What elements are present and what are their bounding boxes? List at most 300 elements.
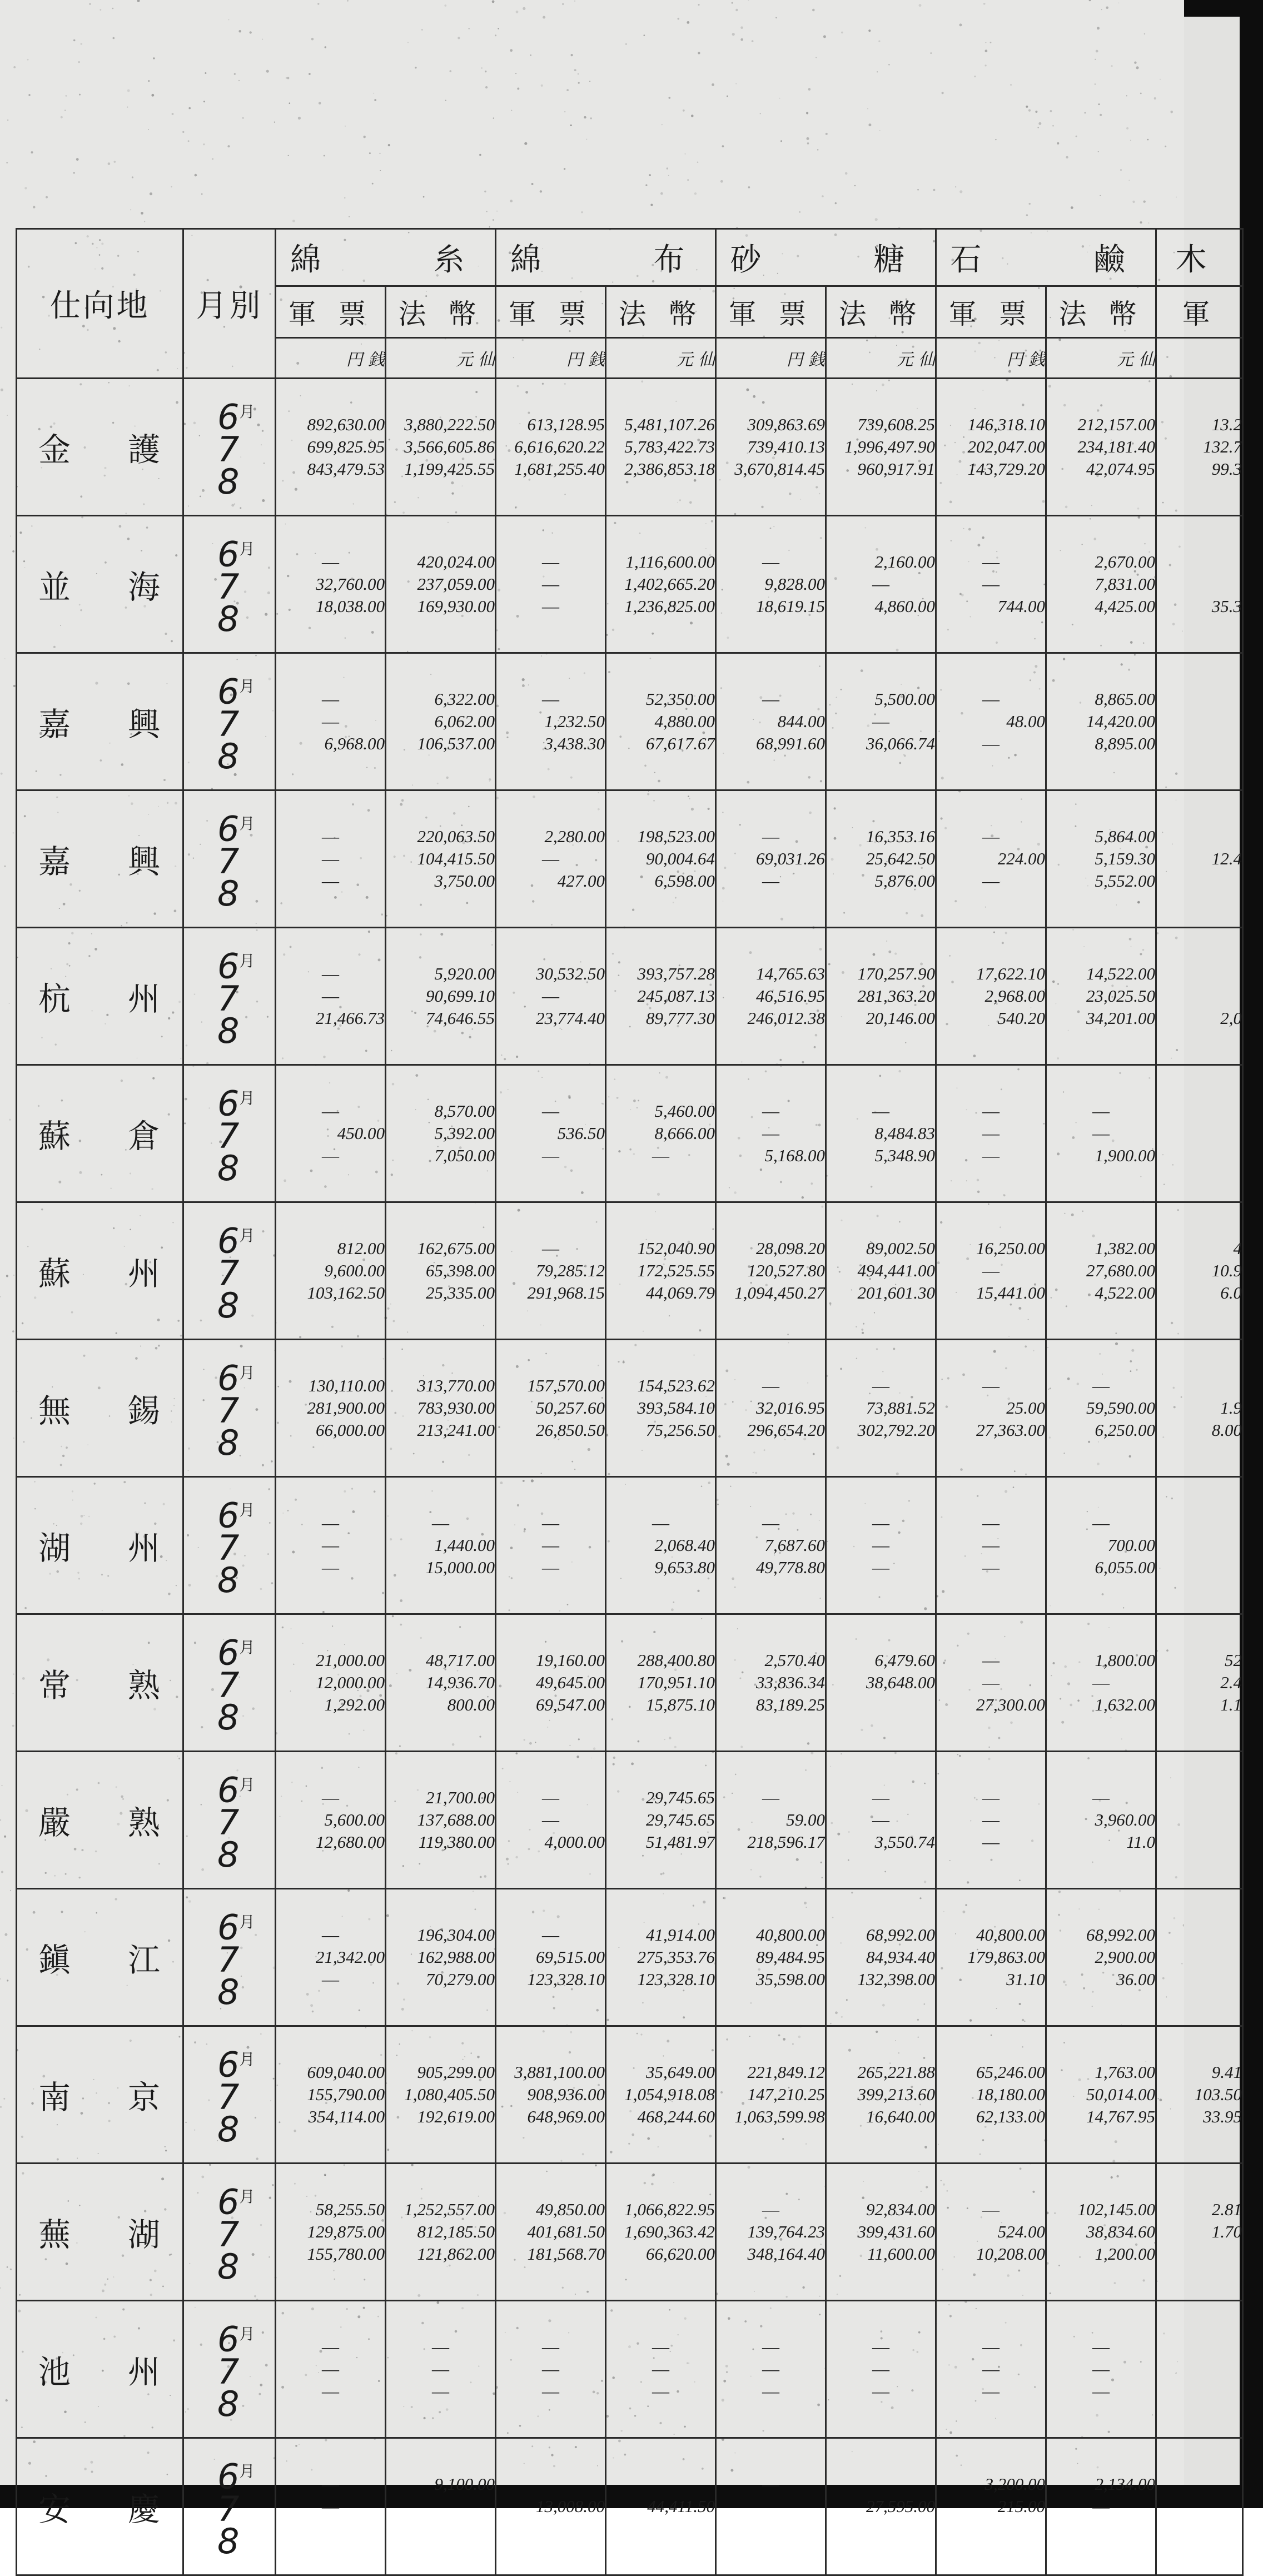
value-entry: 427.00 [557, 871, 605, 891]
month-number: 7 [217, 1802, 240, 1843]
month-mark: 月 [239, 2325, 255, 2344]
value-entry: 42,074.95 [1086, 459, 1155, 479]
value-entry [1157, 1787, 1242, 1809]
value-entry: 26,850.50 [536, 1420, 605, 1440]
table-row [17, 516, 1243, 653]
value-entry: 44,411.50 [647, 2497, 715, 2516]
value-entry: — [542, 2359, 559, 2379]
destination-char: 蘇 [38, 1117, 71, 1155]
value-entry: — [982, 1261, 1000, 1280]
value-entry: — [652, 2381, 669, 2401]
unit-label [936, 338, 1046, 379]
value-entry: 613,128.95 [527, 415, 605, 434]
group-header: 綿 布 [496, 229, 716, 286]
destination-cell [17, 2164, 183, 2301]
value-entry: 10.9 [1211, 1261, 1242, 1280]
value-entry: 744.00 [997, 596, 1045, 616]
month-number: 7 [217, 841, 240, 882]
value-entry: 5,460.00 [654, 1101, 715, 1121]
value-entry: 18,038.00 [316, 596, 385, 616]
value-entry: 196,304.00 [417, 1925, 495, 1945]
month-number: 7 [217, 2076, 240, 2117]
table-row [17, 2438, 1243, 2575]
value-entry [1157, 1512, 1242, 1534]
value-entry: 296,654.20 [747, 1420, 825, 1440]
value-entry: 3,960.00 [1095, 1810, 1155, 1829]
table-row [17, 2301, 1243, 2438]
value-entry: — [1092, 2497, 1110, 2516]
value-cell [936, 1752, 1046, 1889]
month-number: 8 [217, 1285, 240, 1326]
value-entry: — [322, 986, 339, 1006]
value-entry: 1,402,665.20 [624, 574, 715, 594]
value-entry: 16,353.16 [866, 827, 935, 846]
value-entry: 1,200.00 [1095, 2244, 1155, 2264]
destination-char: 州 [127, 1529, 160, 1567]
value-entry: — [542, 689, 559, 709]
value-entry: 17,622.10 [976, 964, 1045, 983]
value-entry: 84,934.40 [866, 1947, 935, 1967]
value-entry: — [872, 574, 889, 594]
value-entry: 27,300.00 [976, 1695, 1045, 1714]
value-entry: 23,774.40 [536, 1008, 605, 1028]
value-cell [496, 928, 606, 1065]
month-label [184, 1559, 275, 1600]
month-number: 6 [217, 396, 240, 437]
destination-char: 湖 [127, 2216, 160, 2254]
value-entry [1157, 733, 1242, 755]
value-entry: 3,880,222.50 [404, 415, 495, 434]
value-entry: 162,675.00 [417, 1239, 495, 1258]
value-entry: 393,584.10 [637, 1398, 715, 1418]
value-entry: 8,895.00 [1095, 734, 1155, 753]
value-entry: 2,068.40 [654, 1535, 715, 1555]
value-entry: — [542, 552, 559, 571]
value-entry: 309,863.69 [747, 415, 825, 434]
unit-text: 元 仙 [456, 350, 495, 370]
value-entry: 25.00 [1006, 1398, 1045, 1418]
value-entry: 99.3 [1211, 459, 1242, 479]
value-entry: 9,600.00 [324, 1261, 385, 1280]
destination-char: 興 [127, 843, 160, 881]
value-entry: 36.00 [1116, 1970, 1155, 1989]
value-entry: — [542, 1810, 559, 1829]
value-entry: — [652, 1513, 669, 1533]
value-cell [496, 1340, 606, 1477]
unit-text: 元 仙 [676, 350, 715, 370]
value-entry: 73,881.52 [866, 1398, 935, 1418]
value-cell [496, 2438, 606, 2575]
value-entry [1157, 1946, 1242, 1968]
destination-char: 蘇 [38, 1255, 71, 1292]
value-cell [826, 1477, 936, 1614]
value-entry: 21,466.73 [316, 1008, 385, 1028]
value-cell [386, 790, 496, 928]
value-cell [826, 1614, 936, 1752]
value-cell [386, 2438, 496, 2575]
value-entry: 6.0 [1220, 1283, 1242, 1302]
value-entry: — [872, 1376, 889, 1395]
value-cell [386, 1889, 496, 2026]
value-entry: 9,100.00 [434, 2474, 495, 2494]
value-entry: 2,386,853.18 [624, 459, 715, 479]
unit-label [1156, 338, 1243, 379]
value-entry: — [762, 1123, 779, 1143]
value-entry: 1,996,497.90 [844, 437, 935, 456]
value-cell [606, 653, 716, 790]
destination-cell [17, 1202, 183, 1340]
value-entry: — [322, 1101, 339, 1121]
destination-char: 無 [38, 1392, 71, 1430]
value-entry: 89,484.95 [756, 1947, 825, 1967]
month-label [184, 1769, 275, 1811]
month-label [184, 1082, 275, 1124]
value-entry: 237,059.00 [417, 574, 495, 594]
value-entry: 6,479.60 [874, 1650, 935, 1670]
value-entry: 2,968.00 [984, 986, 1045, 1006]
month-label [184, 873, 275, 914]
value-entry: — [322, 1513, 339, 1533]
value-entry: 905,299.00 [417, 2062, 495, 2082]
value-entry: 1,236,825.00 [624, 596, 715, 616]
value-entry: — [322, 552, 339, 571]
month-number: 6 [217, 2044, 240, 2085]
unit-text: 円 銭 [1006, 350, 1045, 370]
value-entry: 192,619.00 [417, 2107, 495, 2126]
value-cell [386, 1614, 496, 1752]
value-entry: 224.00 [997, 849, 1045, 868]
value-entry: 132,398.00 [857, 1970, 935, 1989]
month-cell [183, 2026, 276, 2164]
value-entry: 48.00 [1006, 712, 1045, 731]
unit-text: 元 仙 [896, 350, 935, 370]
value-entry: 524.00 [997, 2222, 1045, 2241]
month-number: 6 [217, 2319, 240, 2360]
value-entry: — [982, 574, 1000, 594]
value-entry: 90,699.10 [426, 986, 495, 1006]
value-entry: 1,440.00 [434, 1535, 495, 1555]
destination-cell [17, 516, 183, 653]
value-entry: 5,600.00 [324, 1810, 385, 1829]
value-entry [1157, 2473, 1242, 2495]
value-entry: 221,849.12 [747, 2062, 825, 2082]
value-entry: 181,568.70 [527, 2244, 605, 2264]
value-entry: 8,666.00 [654, 1123, 715, 1143]
value-entry: 9,653.80 [654, 1558, 715, 1577]
value-cell [606, 2301, 716, 2438]
value-entry [1157, 1122, 1242, 1145]
value-cell [276, 2301, 386, 2438]
value-cell [826, 928, 936, 1065]
value-entry: 89,777.30 [646, 1008, 715, 1028]
month-number: 7 [217, 1115, 240, 1156]
value-entry: 36,066.74 [866, 734, 935, 753]
value-entry: — [982, 827, 1000, 846]
value-entry: — [542, 2381, 559, 2401]
value-entry: 137,688.00 [417, 1810, 495, 1829]
month-number: 8 [217, 1697, 240, 1738]
value-cell [936, 2438, 1046, 2575]
value-cell [1046, 1614, 1156, 1752]
destination-cell [17, 790, 183, 928]
month-number: 8 [217, 1422, 240, 1463]
value-entry: 102,145.00 [1077, 2200, 1155, 2219]
value-entry: 103.50 [1194, 2085, 1242, 2104]
value-entry: 843,479.53 [307, 459, 385, 479]
value-cell [716, 653, 826, 790]
value-entry: 35.3 [1211, 596, 1242, 616]
destination-char: 京 [127, 2078, 160, 2116]
value-entry: 33.95 [1203, 2107, 1242, 2126]
value-entry: — [982, 689, 1000, 709]
currency-header: 法 幣 [386, 286, 496, 338]
value-cell [716, 2026, 826, 2164]
value-entry: 8,484.83 [874, 1123, 935, 1143]
value-entry: 1.1 [1220, 1695, 1242, 1714]
value-cell [936, 2026, 1046, 2164]
value-cell [936, 2301, 1046, 2438]
destination-char: 海 [127, 568, 160, 606]
table-row [17, 2164, 1243, 2301]
value-entry: — [1092, 1376, 1110, 1395]
month-label [184, 1494, 275, 1536]
value-cell [716, 790, 826, 928]
value-entry: 960,917.91 [857, 459, 935, 479]
month-number: 6 [217, 2181, 240, 2222]
value-entry: 27,595.00 [866, 2497, 935, 2516]
currency-header: 法 幣 [826, 286, 936, 338]
value-entry: 201,601.30 [857, 1283, 935, 1302]
value-entry: 215.00 [997, 2497, 1045, 2516]
month-number: 7 [217, 2488, 240, 2529]
value-entry [1157, 1831, 1242, 1853]
value-entry: 494,441.00 [857, 1261, 935, 1280]
value-cell [936, 653, 1046, 790]
value-entry: — [542, 1788, 559, 1807]
value-entry: — [872, 1535, 889, 1555]
value-cell [386, 1202, 496, 1340]
destination-char: 鎭 [38, 1941, 71, 1979]
month-number: 6 [217, 1769, 240, 1811]
value-entry: 46,516.95 [756, 986, 825, 1006]
value-entry: 52 [1225, 1650, 1242, 1670]
value-cell [1156, 2301, 1243, 2438]
month-cell [183, 1889, 276, 2026]
value-entry: — [652, 1146, 669, 1165]
value-entry: — [872, 712, 889, 731]
value-entry: 69,515.00 [536, 1947, 605, 1967]
value-entry: 739,410.13 [747, 437, 825, 456]
value-entry [496, 2473, 605, 2495]
value-cell [1046, 1340, 1156, 1477]
value-cell [276, 2026, 386, 2164]
value-entry [1157, 2495, 1242, 2518]
currency-header: 軍 票 [936, 286, 1046, 338]
month-cell [183, 2438, 276, 2575]
value-entry: 33,836.34 [756, 1673, 825, 1692]
value-entry: 4,425.00 [1095, 596, 1155, 616]
value-cell [496, 790, 606, 928]
value-entry: 4,880.00 [654, 712, 715, 731]
destination-cell [17, 1340, 183, 1477]
value-cell [1156, 1202, 1243, 1340]
value-entry: 3,566,605.86 [404, 437, 495, 456]
value-entry [1157, 1100, 1242, 1122]
value-entry [496, 2518, 605, 2540]
value-entry: 536.50 [557, 1123, 605, 1143]
table-row [17, 1614, 1243, 1752]
value-entry: 169,930.00 [417, 596, 495, 616]
value-entry: — [322, 2497, 339, 2516]
value-entry: — [762, 871, 779, 891]
month-number: 8 [217, 2246, 240, 2287]
month-label [184, 945, 275, 987]
value-entry: 2,670.00 [1095, 552, 1155, 571]
destination-cell [17, 379, 183, 516]
unit-label [826, 338, 936, 379]
value-entry [937, 2518, 1045, 2540]
value-entry: 892,630.00 [307, 415, 385, 434]
value-entry: — [542, 1101, 559, 1121]
value-cell [936, 516, 1046, 653]
value-cell [496, 653, 606, 790]
value-entry: 313,770.00 [417, 1376, 495, 1395]
value-cell [606, 1202, 716, 1340]
value-entry [1157, 551, 1242, 573]
value-entry: 121,862.00 [417, 2244, 495, 2264]
value-entry: 13,008.00 [536, 2497, 605, 2516]
destination-header: 仕向地 [17, 229, 183, 379]
value-cell [386, 2164, 496, 2301]
month-number: 7 [217, 2214, 240, 2255]
value-entry: 8,570.00 [434, 1101, 495, 1121]
value-entry: 3,670,814.45 [734, 459, 825, 479]
month-label [184, 1220, 275, 1261]
month-number: 7 [217, 978, 240, 1019]
currency-header: 法 幣 [606, 286, 716, 338]
value-cell [1046, 928, 1156, 1065]
month-number: 6 [217, 1632, 240, 1673]
value-cell [386, 653, 496, 790]
group-header: 砂 糖 [716, 229, 936, 286]
value-entry: 92,834.00 [866, 2200, 935, 2219]
value-entry: 5,481,107.26 [624, 415, 715, 434]
month-number: 7 [217, 1939, 240, 1980]
value-entry: 25,642.50 [866, 849, 935, 868]
month-label [184, 1906, 275, 1948]
value-cell [1156, 1889, 1243, 2026]
value-entry: 179,863.00 [967, 1947, 1045, 1967]
value-entry: 12,680.00 [316, 1832, 385, 1852]
destination-char: 池 [38, 2353, 71, 2391]
month-number: 8 [217, 1147, 240, 1188]
value-entry: 281,900.00 [307, 1398, 385, 1418]
value-entry: 15,875.10 [646, 1695, 715, 1714]
table-row [17, 2026, 1243, 2164]
month-number: 8 [217, 2108, 240, 2150]
value-cell [606, 2438, 716, 2575]
value-cell [716, 2301, 826, 2438]
value-cell [496, 2164, 606, 2301]
month-mark: 月 [239, 1913, 255, 1932]
value-entry: 132.7 [1203, 437, 1242, 456]
value-entry: 9.41 [1211, 2062, 1242, 2082]
value-cell [276, 1614, 386, 1752]
value-cell [1046, 1477, 1156, 1614]
month-label [184, 2108, 275, 2150]
destination-char: 並 [38, 568, 71, 606]
value-entry: 1.9 [1220, 1398, 1242, 1418]
value-entry: — [982, 1650, 1000, 1670]
value-entry: 1,681,255.40 [514, 459, 605, 479]
value-cell [826, 2026, 936, 2164]
destination-char: 南 [38, 2078, 71, 2116]
value-entry: — [322, 2359, 339, 2379]
value-entry: 5,876.00 [874, 871, 935, 891]
value-entry: 5,500.00 [874, 689, 935, 709]
value-entry: — [872, 1788, 889, 1807]
value-cell [276, 1752, 386, 1889]
value-cell [936, 1477, 1046, 1614]
value-entry: — [982, 1123, 1000, 1143]
value-entry: — [322, 964, 339, 983]
value-cell [1156, 1614, 1243, 1752]
destination-cell [17, 1752, 183, 1889]
value-cell [826, 2301, 936, 2438]
value-entry: 172,525.55 [637, 1261, 715, 1280]
value-entry: 170,257.90 [857, 964, 935, 983]
value-entry: 21,700.00 [426, 1788, 495, 1807]
value-cell [716, 1202, 826, 1340]
value-entry: 1,763.00 [1095, 2062, 1155, 2082]
value-cell [606, 1477, 716, 1614]
value-cell [386, 379, 496, 516]
value-entry: 5,920.00 [434, 964, 495, 983]
value-entry: 52,350.00 [646, 689, 715, 709]
value-entry: — [1092, 2359, 1110, 2379]
value-entry: 48,717.00 [426, 1650, 495, 1670]
value-cell [386, 2301, 496, 2438]
value-entry: 123,328.10 [637, 1970, 715, 1989]
value-entry: 1,232.50 [544, 712, 605, 731]
currency-header: 軍 [1156, 286, 1243, 338]
month-label [184, 2181, 275, 2222]
value-entry: 69,547.00 [536, 1695, 605, 1714]
month-number: 6 [217, 808, 240, 849]
month-mark: 月 [239, 1364, 255, 1383]
value-entry: — [542, 1146, 559, 1165]
value-entry: 50,257.60 [536, 1398, 605, 1418]
value-entry: 1,292.00 [324, 1695, 385, 1714]
table-row [17, 790, 1243, 928]
value-cell [1046, 2164, 1156, 2301]
value-entry: 15,441.00 [976, 1283, 1045, 1302]
value-entry: 7,687.60 [764, 1535, 825, 1555]
destination-cell [17, 928, 183, 1065]
value-entry: — [762, 1376, 779, 1395]
value-cell [1046, 1065, 1156, 1202]
value-entry: 2.81 [1211, 2200, 1242, 2219]
value-entry: — [542, 1513, 559, 1533]
value-entry: — [1092, 1101, 1110, 1121]
unit-label [606, 338, 716, 379]
value-entry: — [322, 712, 339, 731]
value-entry: — [982, 1513, 1000, 1533]
destination-char: 倉 [127, 1117, 160, 1155]
value-entry: 14,767.95 [1086, 2107, 1155, 2126]
value-entry: 4,522.00 [1095, 1283, 1155, 1302]
month-mark: 月 [239, 952, 255, 971]
